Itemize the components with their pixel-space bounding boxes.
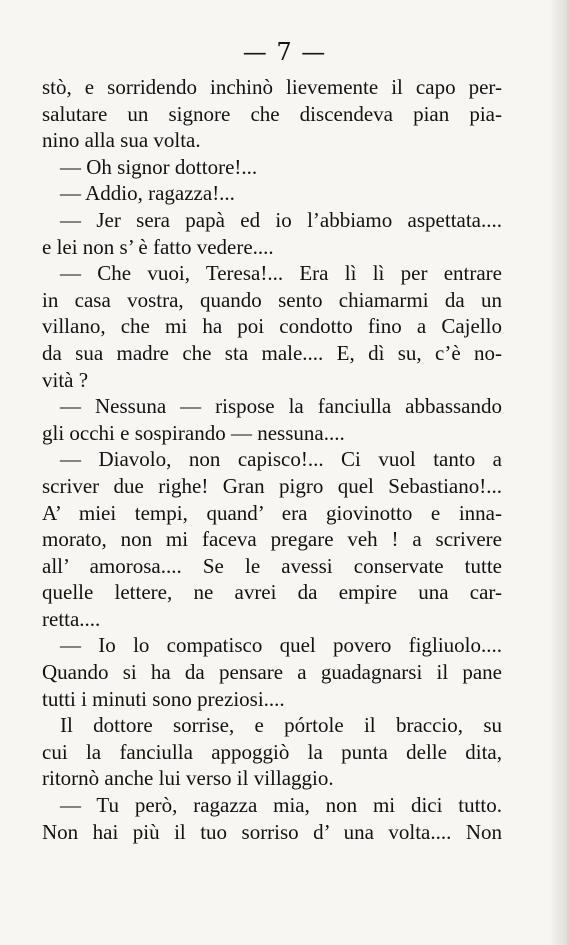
text-line: salutare un signore che discendeva pian pia- xyxy=(42,101,502,126)
text-line: Quando si ha da pensare a guadagnarsi il pane xyxy=(42,660,502,685)
text-line: — Jer sera papà ed io l’abbiamo aspettata.... xyxy=(60,207,502,232)
text-line: ritornò anche lui verso il villaggio. xyxy=(42,766,334,791)
text-line: — Che vuoi, Teresa!... Era lì lì per entrare xyxy=(60,261,502,286)
text-line: stò, e sorridendo inchinò lievemente il capo per- xyxy=(42,75,502,99)
text-line: retta.... xyxy=(42,606,101,631)
body-text xyxy=(42,74,502,845)
text-line: cui la fanciulla appoggiò la punta delle dita, xyxy=(42,739,502,764)
page-number: — 7 — xyxy=(242,38,327,66)
text-line: villano, che mi ha poi condotto fino a Cajello xyxy=(42,314,502,339)
text-line: — Tu però, ragazza mia, non mi dici tutto. xyxy=(60,793,502,818)
text-line: morato, non mi faceva pregare veh ! a scrivere xyxy=(42,527,502,552)
text-line: in casa vostra, quando sento chiamarmi da un xyxy=(42,287,502,312)
text-line: nino alla sua volta. xyxy=(42,128,201,153)
text-line: da sua madre che sta male.... E, dì su, c’è no- xyxy=(42,340,502,365)
text-line: gli occhi e sospirando — nessuna.... xyxy=(42,420,345,445)
page-edge-shadow xyxy=(549,0,567,945)
text-line: A’ miei tempi, quand’ era giovinotto e inna- xyxy=(42,500,502,525)
text-line: scriver due righe! Gran pigro quel Sebastiano!... xyxy=(42,473,502,498)
text-line: Il dottore sorrise, e pórtole il braccio, su xyxy=(60,713,502,738)
text-line: — Io lo compatisco quel povero figliuolo.... xyxy=(60,633,502,658)
text-line: vità ? xyxy=(42,367,89,392)
text-line: — Nessuna — rispose la fanciulla abbassando xyxy=(60,394,502,419)
text-line: Non hai più il tuo sorriso d’ una volta.... Non xyxy=(42,819,502,844)
text-line: tutti i minuti sono preziosi.... xyxy=(42,686,285,711)
text-line: quelle lettere, ne avrei da empire una car- xyxy=(42,580,502,605)
text-line: e lei non s’ è fatto vedere.... xyxy=(42,234,274,259)
text-line: — Addio, ragazza!... xyxy=(60,181,235,206)
text-line: — Oh signor dottore!... xyxy=(60,154,258,179)
text-line: — Diavolo, non capisco!... Ci vuol tanto a xyxy=(60,447,502,472)
text-line: all’ amorosa.... Se le avessi conservate tutte xyxy=(42,553,502,578)
